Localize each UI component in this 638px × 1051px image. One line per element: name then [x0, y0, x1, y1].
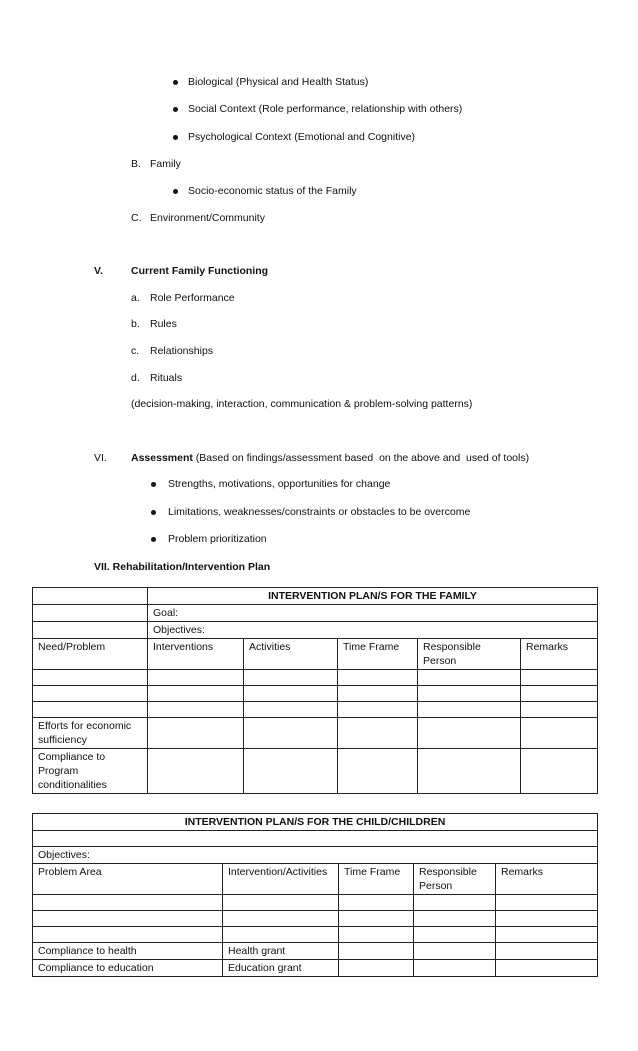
column-header: Time Frame — [338, 639, 418, 670]
table-row — [33, 670, 598, 686]
section-v-item-label: Rules — [150, 318, 177, 330]
table-row — [33, 686, 598, 702]
family-table-header-row — [33, 639, 598, 670]
bullet-strengths: Strengths, motivations, opportunities for change — [168, 478, 391, 490]
section-c-letter: C. — [131, 212, 142, 224]
family-table-goal: Goal: — [148, 605, 598, 622]
row-label-health: Compliance to health — [33, 943, 223, 960]
section-v-numeral: V. — [94, 265, 103, 277]
section-v-title: Current Family Functioning — [131, 265, 269, 277]
table-row — [33, 749, 598, 794]
column-header: Responsible Person — [418, 639, 521, 670]
child-table-objectives: Objectives: — [33, 847, 598, 864]
section-v-note: (decision-making, interaction, communication & problem-solving patterns) — [131, 398, 473, 410]
row-label-compliance: Compliance to Program conditionalities — [33, 749, 148, 794]
table-row — [33, 960, 598, 977]
section-v-item-label: Relationships — [150, 345, 214, 357]
column-header: Responsible Person — [414, 864, 496, 895]
table-row — [33, 911, 598, 927]
section-b-label: Family — [150, 158, 181, 170]
bullet-icon — [173, 189, 178, 194]
section-v-item-letter: d. — [131, 372, 140, 384]
bullet-icon — [173, 80, 178, 85]
child-intervention-table — [32, 813, 598, 977]
row-value-health-grant: Health grant — [223, 943, 339, 960]
section-c-label: Environment/Community — [150, 212, 265, 224]
section-vi-title: Assessment — [131, 452, 193, 464]
section-vi-description: (Based on findings/assessment based on the above and used of tools) — [192, 452, 530, 464]
bullet-icon — [151, 510, 156, 515]
table-row — [33, 702, 598, 718]
bullet-biological: Biological (Physical and Health Status) — [188, 76, 369, 88]
bullet-psychological-context: Psychological Context (Emotional and Cognitive) — [188, 131, 416, 143]
section-v-item-letter: b. — [131, 318, 140, 330]
column-header: Remarks — [496, 864, 598, 895]
section-vi-numeral: VI. — [94, 452, 107, 464]
section-v-item-letter: a. — [131, 292, 140, 304]
child-table-header-row — [33, 864, 598, 895]
section-v-item-label: Rituals — [150, 372, 183, 384]
bullet-problem-prioritization: Problem prioritization — [168, 533, 267, 545]
row-label-economic: Efforts for economic sufficiency — [33, 718, 148, 749]
table-row — [33, 718, 598, 749]
column-header: Remarks — [521, 639, 598, 670]
section-v-item-label: Role Performance — [150, 292, 235, 304]
section-b-letter: B. — [131, 158, 141, 170]
section-vi-heading — [131, 452, 529, 465]
column-header: Activities — [244, 639, 338, 670]
row-label-education: Compliance to education — [33, 960, 223, 977]
table-row — [33, 943, 598, 960]
bullet-icon — [151, 482, 156, 487]
column-header: Interventions — [148, 639, 244, 670]
table-row — [33, 895, 598, 911]
column-header: Intervention/Activities — [223, 864, 339, 895]
bullet-icon — [151, 537, 156, 542]
bullet-social-context: Social Context (Role performance, relationship with others) — [188, 103, 463, 115]
bullet-icon — [173, 107, 178, 112]
bullet-socio-economic: Socio-economic status of the Family — [188, 185, 357, 197]
section-v-item-letter: c. — [131, 345, 140, 357]
table-row — [33, 927, 598, 943]
family-table-objectives: Objectives: — [148, 622, 598, 639]
column-header: Need/Problem — [33, 639, 148, 670]
bullet-icon — [173, 135, 178, 140]
column-header: Time Frame — [339, 864, 414, 895]
section-vii-title: VII. Rehabilitation/Intervention Plan — [94, 561, 271, 573]
family-intervention-table — [32, 587, 598, 794]
bullet-limitations: Limitations, weaknesses/constraints or obstacles to be overcome — [168, 506, 471, 518]
child-table-title: INTERVENTION PLAN/S FOR THE CHILD/CHILDREN — [33, 814, 598, 831]
row-value-education-grant: Education grant — [223, 960, 339, 977]
family-table-title: INTERVENTION PLAN/S FOR THE FAMILY — [148, 588, 598, 605]
column-header: Problem Area — [33, 864, 223, 895]
